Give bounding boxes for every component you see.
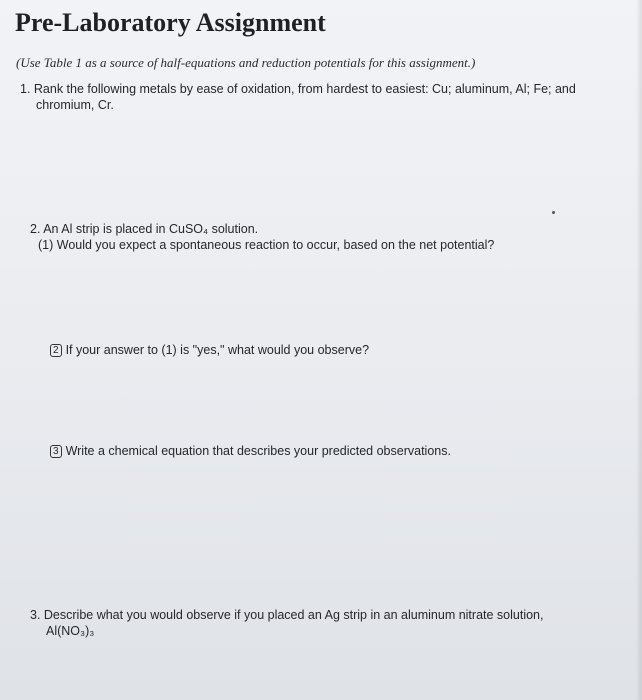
question-2: 2. An Al strip is placed in CuSO₄ solution. <box>30 222 259 236</box>
instruction-note: (Use Table 1 as a source of half-equations and reduction potentials for this assignment.) <box>16 55 476 70</box>
question-2-part-2-text: If your answer to (1) is "yes," what would you observe? <box>65 343 370 357</box>
question-2-part-3-number: 3 <box>50 445 62 458</box>
question-3-line-1: 3. Describe what you would observe if you placed an Ag strip in an aluminum nitrate solution, <box>30 608 544 622</box>
question-1-line-1: 1. Rank the following metals by ease of oxidation, from hardest to easiest: Cu; aluminum, Al; Fe; and <box>20 82 576 96</box>
question-3 <box>30 607 620 639</box>
question-1 <box>20 81 630 113</box>
question-1-line-2: chromium, Cr. <box>36 98 114 112</box>
stray-mark <box>552 211 555 214</box>
question-2-part-3-text: Write a chemical equation that describes your predicted observations. <box>65 444 451 458</box>
question-2-part-3 <box>50 443 610 459</box>
page-title: Pre-Laboratory Assignment <box>15 8 326 37</box>
question-3-line-2: Al(NO₃)₃ <box>46 624 95 638</box>
question-2-part-1: (1) Would you expect a spontaneous reaction to occur, based on the net potential? <box>38 238 495 252</box>
question-2-part-2-number: 2 <box>50 344 62 357</box>
page-edge-shadow <box>636 0 642 700</box>
question-2-part-2 <box>50 342 610 358</box>
